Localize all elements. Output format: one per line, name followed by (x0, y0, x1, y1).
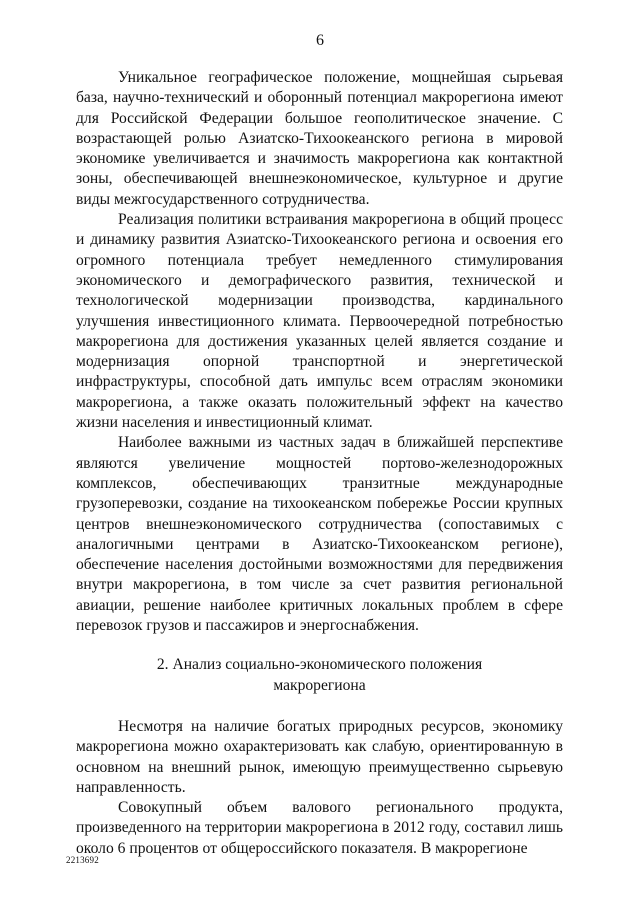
document-code: 2213692 (66, 855, 99, 865)
section-heading (76, 655, 563, 696)
paragraph: Несмотря на наличие богатых природных ресурсов, экономику макрорегиона можно охарактеризовать как слабую, ориентированную в основном на внешний рынок, имеющую преимущественно сырьевую направленность. (76, 717, 563, 796)
paragraph: Уникальное географическое положение, мощнейшая сырьевая база, научно-технический и оборонный потенциал макрорегиона имеют для Российской Федерации большое геополитическое значение. С возрастающей ролью Азиатско-Тихоокеанского региона в мировой экономике увеличивается и значимость макрорегиона как контактной зоны, обеспечивающей внешнеэкономическое, культурное и другие виды межгосударственного сотрудничества. (76, 69, 563, 208)
section-heading-line: 2. Анализ социально-экономического положения (156, 656, 483, 674)
section-heading-line: макрорегиона (273, 676, 366, 694)
paragraph: Наиболее важными из частных задач в ближайшей перспективе являются увеличение мощностей портово-железнодорожных комплексов, обеспечивающих транзитные международные грузоперевозки, создание на тихоокеанском побережье России крупных центров внешнеэкономического сотрудничества (сопоставимых с аналогичными центрами в Азиатско-Тихоокеанском регионе), обеспечение населения достойными возможностями для передвижения внутри макрорегиона, в том числе за счет развития региональной авиации, решение наиболее критичных локальных проблем в сфере перевозок грузов и пассажиров и энергоснабжения. (76, 434, 563, 635)
paragraph: Совокупный объем валового регионального продукта, произведенного на территории макрорегиона в 2012 году, составил лишь около 6 процентов от общероссийского показателя. В макрорегионе (76, 799, 563, 857)
page-number: 6 (316, 32, 324, 49)
spacer (76, 696, 563, 717)
paragraph: Реализация политики встраивания макрорегиона в общий процесс и динамику развития Азиатско-Тихоокеанского региона и освоения его огромного потенциала требует немедленного стимулирования экономического и демографического развития, технической и технологической модернизации производства, кардинального улучшения инвестиционного климата. Первоочередной потребностью макрорегиона для достижения указанных целей является создание и модернизация опорной транспортной и энергетической инфраструктуры, способной дать импульс всем отраслям экономики макрорегиона, а также оказать положительный эффект на качество жизни населения и инвестиционный климат. (76, 211, 563, 432)
document-body (76, 68, 563, 859)
